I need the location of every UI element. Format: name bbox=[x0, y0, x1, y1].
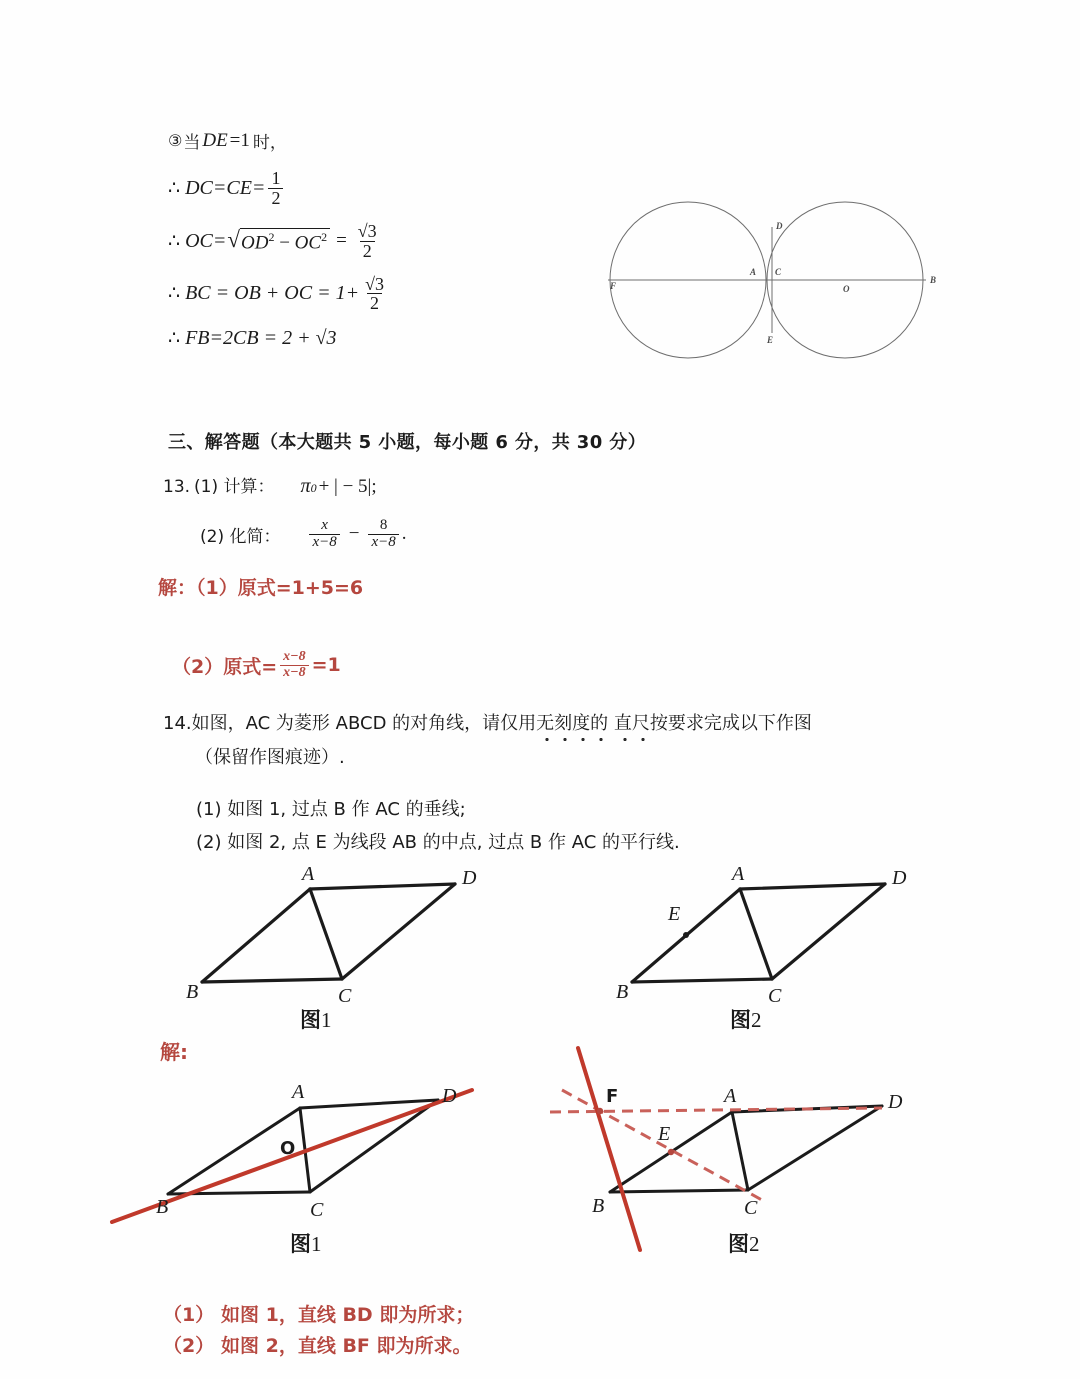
answer2-prefix: （2）原式= bbox=[172, 655, 278, 678]
vertex-label-A: A bbox=[292, 1081, 305, 1103]
tangent-circles-figure bbox=[600, 185, 950, 375]
radicand-first-exp: 2 bbox=[268, 230, 275, 244]
vertex-label-D: D bbox=[888, 1091, 903, 1113]
solution-figure-1 bbox=[120, 1070, 500, 1240]
fraction-numerator: x bbox=[321, 517, 328, 533]
vertex-label-D: D bbox=[442, 1085, 457, 1107]
line2-lhs: DC=CE= bbox=[185, 176, 266, 199]
part2-minus: − bbox=[348, 523, 360, 545]
fraction-denominator: x−8 bbox=[368, 534, 398, 551]
section-heading: 三、解答题（本大题共 5 小题，每小题 6 分，共 30 分） bbox=[168, 432, 647, 453]
problem-figure-1 bbox=[186, 862, 520, 1012]
answer-13-part2 bbox=[172, 650, 341, 680]
diagonal-AC bbox=[310, 889, 342, 979]
solution-figure-2-caption bbox=[728, 1228, 760, 1258]
part2-label: (2) 化简： bbox=[200, 526, 281, 547]
question-14-number: 14. bbox=[163, 713, 192, 734]
answer-13-part1: 解：（1）原式=1+5=6 bbox=[158, 577, 364, 599]
circle-label-A: A bbox=[750, 267, 757, 277]
vertex-label-D: D bbox=[892, 867, 907, 889]
fraction-x-over-x-minus-8 bbox=[309, 518, 339, 551]
stem-emphasis-no-scale: 无刻度的 bbox=[536, 713, 609, 734]
side-CD bbox=[748, 1106, 882, 1190]
construction-line-BF bbox=[578, 1048, 640, 1250]
fraction-sqrt3-over-2 bbox=[362, 275, 387, 314]
radicand-second-term: OC bbox=[294, 232, 322, 254]
radical-sign: √ bbox=[227, 227, 240, 252]
final-2-text: 如图 2，直线 BF 即为所求。 bbox=[221, 1335, 472, 1357]
fraction-denominator: x−8 bbox=[280, 665, 308, 681]
fraction-numerator: 8 bbox=[379, 517, 388, 533]
fraction-sqrt3-over-2 bbox=[355, 222, 380, 261]
problem-figure-2 bbox=[616, 862, 950, 1012]
fraction-denominator: 2 bbox=[268, 188, 283, 208]
vertex-label-B: B bbox=[592, 1195, 605, 1217]
fraction-numerator: x−8 bbox=[283, 649, 306, 664]
solution-figure-1-caption bbox=[290, 1228, 322, 1258]
derivation-line-4 bbox=[168, 275, 598, 314]
stem-emphasis-ruler: 直尺 bbox=[613, 713, 650, 734]
final-1-text: 如图 1，直线 BD 即为所求； bbox=[221, 1304, 475, 1326]
figure-1-caption bbox=[300, 1004, 332, 1034]
vertex-label-D: D bbox=[462, 867, 477, 889]
question-14-subitems bbox=[196, 793, 680, 859]
caption-text: 图 bbox=[728, 1232, 749, 1256]
therefore-symbol: ∴ bbox=[168, 177, 181, 199]
vertex-label-F: F bbox=[606, 1086, 619, 1107]
circle-label-C: C bbox=[775, 267, 782, 277]
radicand bbox=[240, 228, 330, 254]
side-AD bbox=[740, 884, 885, 889]
point-dot-F bbox=[597, 1108, 603, 1114]
final-answer-1 bbox=[163, 1300, 474, 1331]
circle-label-B: B bbox=[930, 275, 937, 285]
side-AD bbox=[300, 1100, 438, 1108]
vertex-label-A: A bbox=[302, 863, 315, 885]
subitem-1: (1) 如图 1, 过点 B 作 AC 的垂线; bbox=[196, 799, 466, 820]
derivation-line-5 bbox=[168, 327, 598, 350]
final-2-number: （2） bbox=[163, 1335, 215, 1357]
radicand-operator: − bbox=[279, 232, 290, 254]
side-CD bbox=[310, 1100, 438, 1192]
line1-text-before: 当 bbox=[183, 133, 201, 153]
caption-number: 2 bbox=[749, 1232, 760, 1256]
circle-label-O: O bbox=[843, 284, 850, 294]
line1-equals: =1 bbox=[229, 129, 250, 151]
fraction-numerator: √3 bbox=[357, 220, 377, 241]
line5-expression: FB=2CB = 2 + √3 bbox=[185, 327, 337, 350]
vertex-label-E: E bbox=[668, 903, 681, 925]
side-BC bbox=[610, 1190, 748, 1192]
stem-part-a: 如图，AC 为菱形 ABCD 的对角线，请仅用 bbox=[191, 713, 537, 734]
radicand-first-term: OD bbox=[241, 232, 269, 254]
derivation-block bbox=[168, 128, 598, 366]
diagonal-AC bbox=[740, 889, 772, 979]
fraction-denominator: 2 bbox=[367, 293, 382, 313]
circle-label-F: F bbox=[610, 281, 617, 291]
derivation-line-3 bbox=[168, 222, 598, 261]
fraction-one-half bbox=[268, 169, 283, 208]
step-marker: ③ bbox=[168, 131, 183, 150]
fraction-denominator: 2 bbox=[360, 241, 375, 261]
therefore-symbol: ∴ bbox=[168, 328, 181, 350]
therefore-symbol: ∴ bbox=[168, 283, 181, 305]
radicand-second-exp: 2 bbox=[321, 230, 328, 244]
side-CD bbox=[772, 884, 885, 979]
fraction-answer bbox=[280, 650, 308, 680]
stem-line-2: （保留作图痕迹）. bbox=[195, 747, 345, 768]
solution-label: 解: bbox=[160, 1040, 188, 1064]
circle-label-D: D bbox=[776, 221, 783, 231]
vertex-label-C: C bbox=[310, 1199, 324, 1221]
part1-rest: + | − 5|; bbox=[318, 476, 377, 497]
caption-number: 1 bbox=[321, 1008, 332, 1032]
square-root bbox=[227, 228, 330, 254]
vertex-label-A: A bbox=[724, 1085, 737, 1107]
caption-text: 图 bbox=[300, 1008, 321, 1032]
midpoint-dot-E bbox=[668, 1149, 674, 1155]
vertex-label-E: E bbox=[658, 1123, 671, 1145]
diagonal-AC bbox=[732, 1112, 748, 1190]
side-AB bbox=[202, 889, 310, 982]
line1-text-after: 时， bbox=[252, 133, 287, 153]
subitem-2: (2) 如图 2, 点 E 为线段 AB 的中点, 过点 B 作 AC 的平行线. bbox=[196, 832, 680, 853]
line4-lhs: BC = OB + OC = 1+ bbox=[185, 282, 360, 305]
intersection-label-O: O bbox=[280, 1138, 296, 1159]
figure-2-caption bbox=[730, 1004, 762, 1034]
line1-math: DE bbox=[202, 129, 228, 151]
vertex-label-B: B bbox=[186, 981, 199, 1003]
question-14-stem bbox=[163, 707, 963, 775]
question-13-part1 bbox=[163, 472, 377, 498]
caption-number: 2 bbox=[751, 1008, 762, 1032]
answer2-suffix: =1 bbox=[311, 654, 341, 677]
fraction-denominator: x−8 bbox=[309, 534, 339, 551]
therefore-symbol: ∴ bbox=[168, 230, 181, 252]
stem-part-b: 按要求完成以下作图 bbox=[649, 713, 812, 734]
line3-lhs: OC= bbox=[185, 229, 227, 252]
vertex-label-A: A bbox=[732, 863, 745, 885]
side-CD bbox=[342, 884, 455, 979]
question-13-number: 13. bbox=[163, 477, 191, 497]
side-BC bbox=[202, 979, 342, 982]
derivation-line-2 bbox=[168, 169, 598, 208]
vertex-label-B: B bbox=[156, 1196, 169, 1218]
fraction-numerator: 1 bbox=[271, 168, 281, 188]
derivation-line-1 bbox=[168, 128, 598, 153]
vertex-label-C: C bbox=[338, 985, 352, 1007]
part1-exponent: 0 bbox=[310, 481, 317, 495]
line3-equals: = bbox=[336, 230, 347, 252]
caption-text: 图 bbox=[730, 1008, 751, 1032]
part1-base: π bbox=[300, 475, 311, 497]
final-answers bbox=[163, 1300, 474, 1362]
side-BC bbox=[632, 979, 772, 982]
vertex-label-B: B bbox=[616, 981, 629, 1003]
fraction-8-over-x-minus-8 bbox=[368, 518, 398, 551]
caption-number: 1 bbox=[311, 1232, 322, 1256]
vertex-label-C: C bbox=[768, 985, 782, 1007]
fraction-numerator: √3 bbox=[365, 273, 384, 294]
vertex-label-C: C bbox=[744, 1197, 758, 1219]
circle-label-E: E bbox=[767, 335, 774, 345]
part2-period: . bbox=[401, 523, 407, 545]
question-13-part2 bbox=[200, 518, 407, 551]
final-answer-2 bbox=[163, 1331, 474, 1362]
part1-label: (1) 计算： bbox=[194, 477, 275, 497]
midpoint-dot-E bbox=[683, 932, 689, 938]
side-AD bbox=[310, 884, 455, 889]
caption-text: 图 bbox=[290, 1232, 311, 1256]
final-1-number: （1） bbox=[163, 1304, 215, 1326]
